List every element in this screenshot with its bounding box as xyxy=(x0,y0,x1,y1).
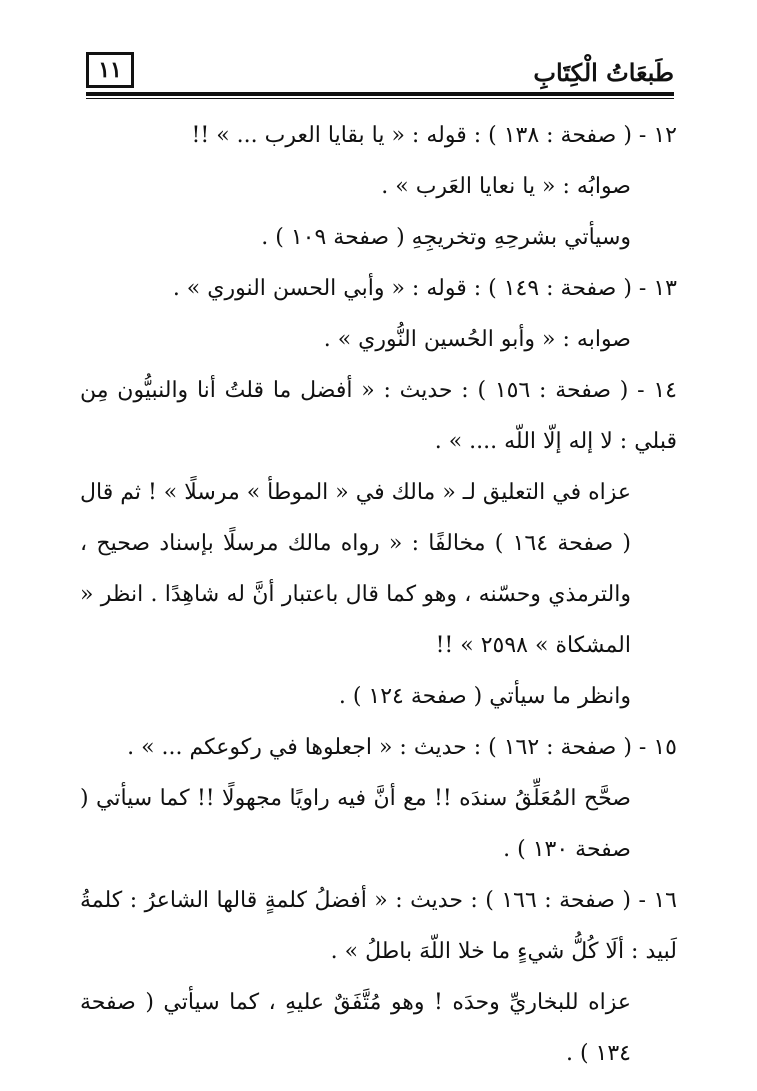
page-header xyxy=(86,52,674,96)
paragraph-item-16: ١٦ - ( صفحة : ١٦٦ ) : حديث : « أفضلُ كلمةٍ قالها الشاعرُ : كلمةُ لَبيد : ألَا كُلُّ شيءٍ ما خلا اللّهَ باطلُ » . xyxy=(80,888,677,964)
paragraph-commentary-14: عزاه في التعليق لـ « مالك في « الموطأ » مرسلًا » ! ثم قال ( صفحة ١٦٤ ) مخالفًا : « رواه مالك مرسلًا بإسناد صحيح ، والترمذي وحسّنه ، وهو كما قال باعتبار أنَّ له شاهِدًا . انظر « المشكاة » ٢٥٩٨ » !! xyxy=(80,480,632,658)
paragraph-commentary-16: عزاه للبخاريِّ وحدَه ! وهو مُتَّفَقٌ عليهِ ، كما سيأتي ( صفحة ١٣٤ ) . xyxy=(80,990,631,1066)
header-rule xyxy=(86,92,674,96)
paragraph-item-15: ١٥ - ( صفحة : ١٦٢ ) : حديث : « اجعلوها في ركوعكم ... » . xyxy=(127,735,677,760)
paragraph-note-14: وانظر ما سيأتي ( صفحة ١٢٤ ) . xyxy=(338,684,631,709)
paragraph-item-13: ١٣ - ( صفحة : ١٤٩ ) : قوله : « وأبي الحسن النوري » . xyxy=(172,276,677,301)
paragraph-item-14: ١٤ - ( صفحة : ١٥٦ ) : حديث : « أفضل ما قلتُ أنا والنبيُّون مِن قبلي : لا إله إلّا اللّه .... » . xyxy=(80,378,677,454)
paragraph-note-12: وسيأتي بشرحِهِ وتخريجِهِ ( صفحة ١٠٩ ) . xyxy=(261,225,631,250)
paragraph-commentary-15: صحَّح المُعَلِّقُ سندَه !! مع أنَّ فيه راويًا مجهولًا !! كما سيأتي ( صفحة ١٣٠ ) . xyxy=(80,786,631,862)
paragraph-correction-12: صوابُه : « يا نعايا العَرب » . xyxy=(381,174,631,199)
paragraph-item-12: ١٢ - ( صفحة : ١٣٨ ) : قوله : « يا بقايا العرب ... » !! xyxy=(191,123,677,148)
header-rule-thin xyxy=(86,98,674,99)
page-number: ١١ xyxy=(86,52,134,88)
body-text xyxy=(80,110,677,1079)
running-title: طَبعَاتُ الْكِتَابِ xyxy=(533,58,674,87)
paragraph-correction-13: صوابه : « وأبو الحُسين النُّوري » . xyxy=(323,327,631,352)
